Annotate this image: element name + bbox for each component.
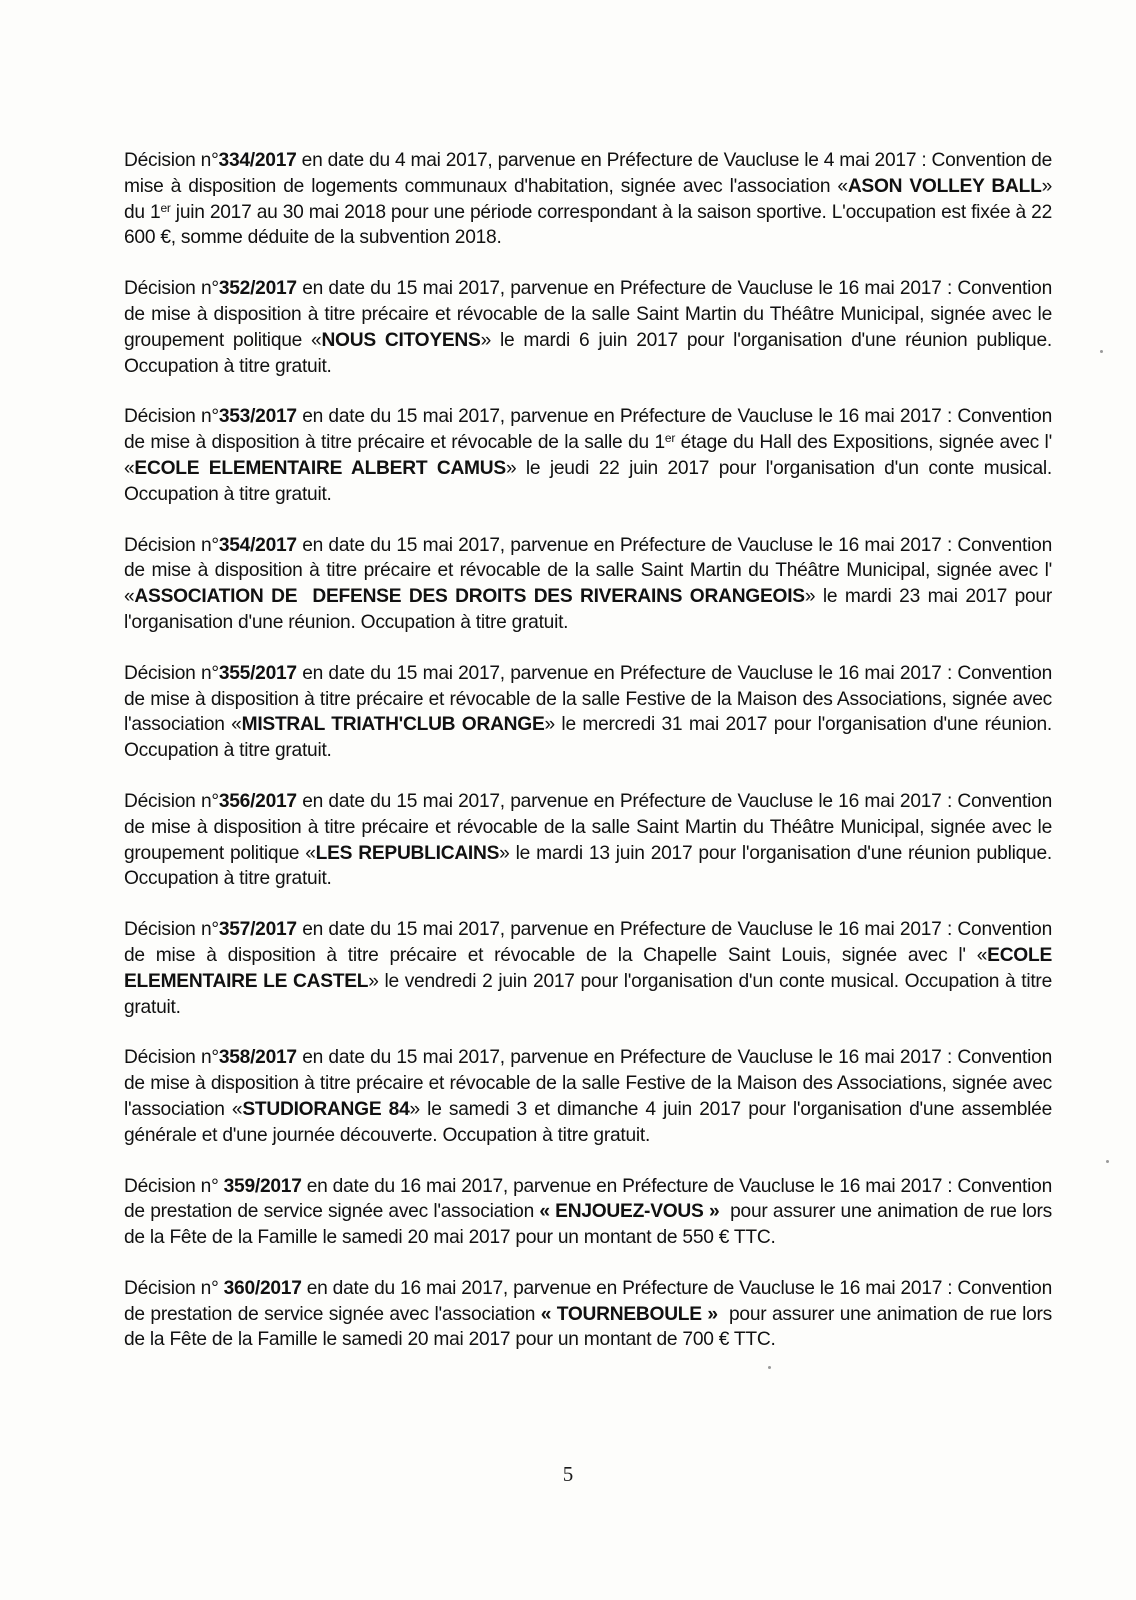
decision-text: en date du 15 mai 2017, parvenue en Préfecture de Vaucluse le 16 mai 2017 : Convention de mise à disposition à titre précaire et révocable de la salle du 1	[124, 406, 1052, 454]
decision-prefix: Décision n°	[124, 1277, 224, 1299]
decision-text: en date du 15 mai 2017, parvenue en Préfecture de Vaucluse le 16 mai 2017 : Convention de mise à disposition à titre précaire et révocable de la salle Saint Martin du Théâtre Municipal, signée avec le groupement politique «	[124, 278, 1052, 351]
decision-text: étage du Hall des Expositions, signée avec l' «	[124, 432, 1052, 479]
beneficiary-name: MISTRAL TRIATH'CLUB ORANGE	[241, 714, 545, 736]
ordinal-suffix: er	[664, 431, 676, 446]
decision-number: 357/2017	[218, 919, 297, 941]
beneficiary-name: LES REPUBLICAINS	[315, 842, 500, 864]
decision-text: en date du 15 mai 2017, parvenue en Préfecture de Vaucluse le 16 mai 2017 : Convention de mise à disposition à titre précaire et révocable de la salle Saint Martin du Théâtre Municipal, signée avec l' «	[124, 534, 1052, 608]
beneficiary-name: ASSOCIATION DE DEFENSE DES DROITS DES RIVERAINS ORANGEOIS	[134, 586, 805, 608]
decision-text: » le jeudi 22 juin 2017 pour l'organisation d'un conte musical. Occupation à titre gratuit.	[124, 457, 1052, 505]
beneficiary-name: ASON VOLLEY BALL	[847, 175, 1042, 197]
decision-text: en date du 15 mai 2017, parvenue en Préfecture de Vaucluse le 16 mai 2017 : Convention de mise à disposition à titre précaire et révocable de la salle Festive de la Maison des Associations, signée avec l'association «	[124, 662, 1052, 736]
decision-text: en date du 4 mai 2017, parvenue en Préfecture de Vaucluse le 4 mai 2017 : Convention de mise à disposition de logements communaux d'habitation, signée avec l'association «	[124, 150, 1053, 197]
beneficiary-name: « ENJOUEZ-VOUS »	[539, 1201, 720, 1223]
decision-357-2017	[124, 917, 1052, 1020]
decision-356-2017	[124, 789, 1052, 892]
decision-prefix: Décision n°	[124, 534, 219, 556]
decision-number: 356/2017	[218, 790, 297, 812]
decision-number: 334/2017	[218, 150, 297, 171]
decision-number: 352/2017	[218, 278, 297, 300]
decision-number: 355/2017	[218, 662, 297, 684]
decision-text: » du 1	[124, 175, 1052, 223]
decision-prefix: Décision n°	[124, 406, 219, 428]
decision-text: en date du 16 mai 2017, parvenue en Préfecture de Vaucluse le 16 mai 2017 : Convention de prestation de service signée avec l'association	[124, 1175, 1052, 1223]
decision-prefix: Décision n°	[124, 1047, 219, 1069]
decision-354-2017	[124, 533, 1052, 636]
decision-number: 360/2017	[223, 1277, 302, 1299]
decision-352-2017	[124, 276, 1052, 379]
decision-text: pour assurer une animation de rue lors de la Fête de la Famille le samedi 20 mai 2017 pour un montant de 550 € TTC.	[124, 1201, 1058, 1249]
decision-358-2017	[124, 1045, 1052, 1148]
beneficiary-name: « TOURNEBOULE »	[540, 1303, 718, 1325]
decision-prefix: Décision n°	[124, 150, 219, 171]
decision-355-2017	[124, 661, 1052, 764]
decision-text: juin 2017 au 30 mai 2018 pour une période correspondant à la saison sportive. L'occupation est fixée à 22 600 €, somme déduite de la subvention 2018.	[124, 201, 1052, 249]
decisions-list	[124, 148, 1058, 1378]
decision-prefix: Décision n°	[124, 919, 219, 941]
decision-360-2017	[124, 1276, 1058, 1353]
beneficiary-name: STUDIORANGE 84	[242, 1098, 410, 1120]
decision-text: » le mardi 23 mai 2017 pour l'organisation d'une réunion. Occupation à titre gratuit.	[124, 586, 1052, 633]
decision-353-2017	[124, 404, 1052, 507]
beneficiary-name: ECOLE ELEMENTAIRE ALBERT CAMUS	[134, 457, 506, 479]
decision-prefix: Décision n°	[124, 662, 219, 684]
decision-prefix: Décision n°	[124, 1175, 224, 1197]
scan-speck	[1106, 1160, 1109, 1163]
beneficiary-name: NOUS CITOYENS	[321, 329, 481, 351]
decision-text: » le mardi 6 juin 2017 pour l'organisation d'une réunion publique. Occupation à titre gratuit.	[124, 329, 1052, 377]
decision-number: 359/2017	[223, 1175, 302, 1197]
ordinal-suffix: er	[160, 200, 171, 215]
beneficiary-name: ECOLE ELEMENTAIRE LE CASTEL	[124, 944, 1052, 992]
decision-prefix: Décision n°	[124, 790, 219, 812]
decision-number: 358/2017	[218, 1047, 297, 1069]
decision-text: » le samedi 3 et dimanche 4 juin 2017 pour l'organisation d'une assemblée générale et d'une journée découverte. Occupation à titre gratuit.	[124, 1098, 1053, 1146]
decision-text: » le mardi 13 juin 2017 pour l'organisation d'une réunion publique. Occupation à titre gratuit.	[124, 842, 1052, 890]
decision-text: pour assurer une animation de rue lors de la Fête de la Famille le samedi 20 mai 2017 pour un montant de 700 € TTC.	[124, 1303, 1058, 1351]
decision-text: en date du 15 mai 2017, parvenue en Préfecture de Vaucluse le 16 mai 2017 : Convention de mise à disposition à titre précaire et révocable de la Chapelle Saint Louis, signée avec l' «	[124, 919, 1052, 966]
decision-number: 353/2017	[218, 406, 297, 428]
decision-prefix: Décision n°	[124, 278, 219, 300]
decision-334-2017	[124, 148, 1052, 251]
decision-text: en date du 16 mai 2017, parvenue en Préfecture de Vaucluse le 16 mai 2017 : Convention de prestation de service signée avec l'association	[124, 1277, 1052, 1325]
decision-359-2017	[124, 1174, 1058, 1251]
page-number: 5	[562, 1462, 574, 1486]
decision-text: » le mercredi 31 mai 2017 pour l'organisation d'une réunion. Occupation à titre gratuit.	[124, 714, 1053, 762]
decision-text: en date du 15 mai 2017, parvenue en Préfecture de Vaucluse le 16 mai 2017 : Convention de mise à disposition à titre précaire et révocable de la salle Festive de la Maison des Associations, signée avec l'association «	[124, 1047, 1052, 1120]
decision-number: 354/2017	[218, 534, 297, 556]
decision-text: en date du 15 mai 2017, parvenue en Préfecture de Vaucluse le 16 mai 2017 : Convention de mise à disposition à titre précaire et révocable de la salle Saint Martin du Théâtre Municipal, signée avec le groupement politique «	[124, 790, 1052, 864]
scan-speck	[1100, 350, 1103, 353]
scan-speck	[768, 1366, 771, 1369]
decision-text: » le vendredi 2 juin 2017 pour l'organisation d'un conte musical. Occupation à titre gratuit.	[124, 970, 1052, 1018]
